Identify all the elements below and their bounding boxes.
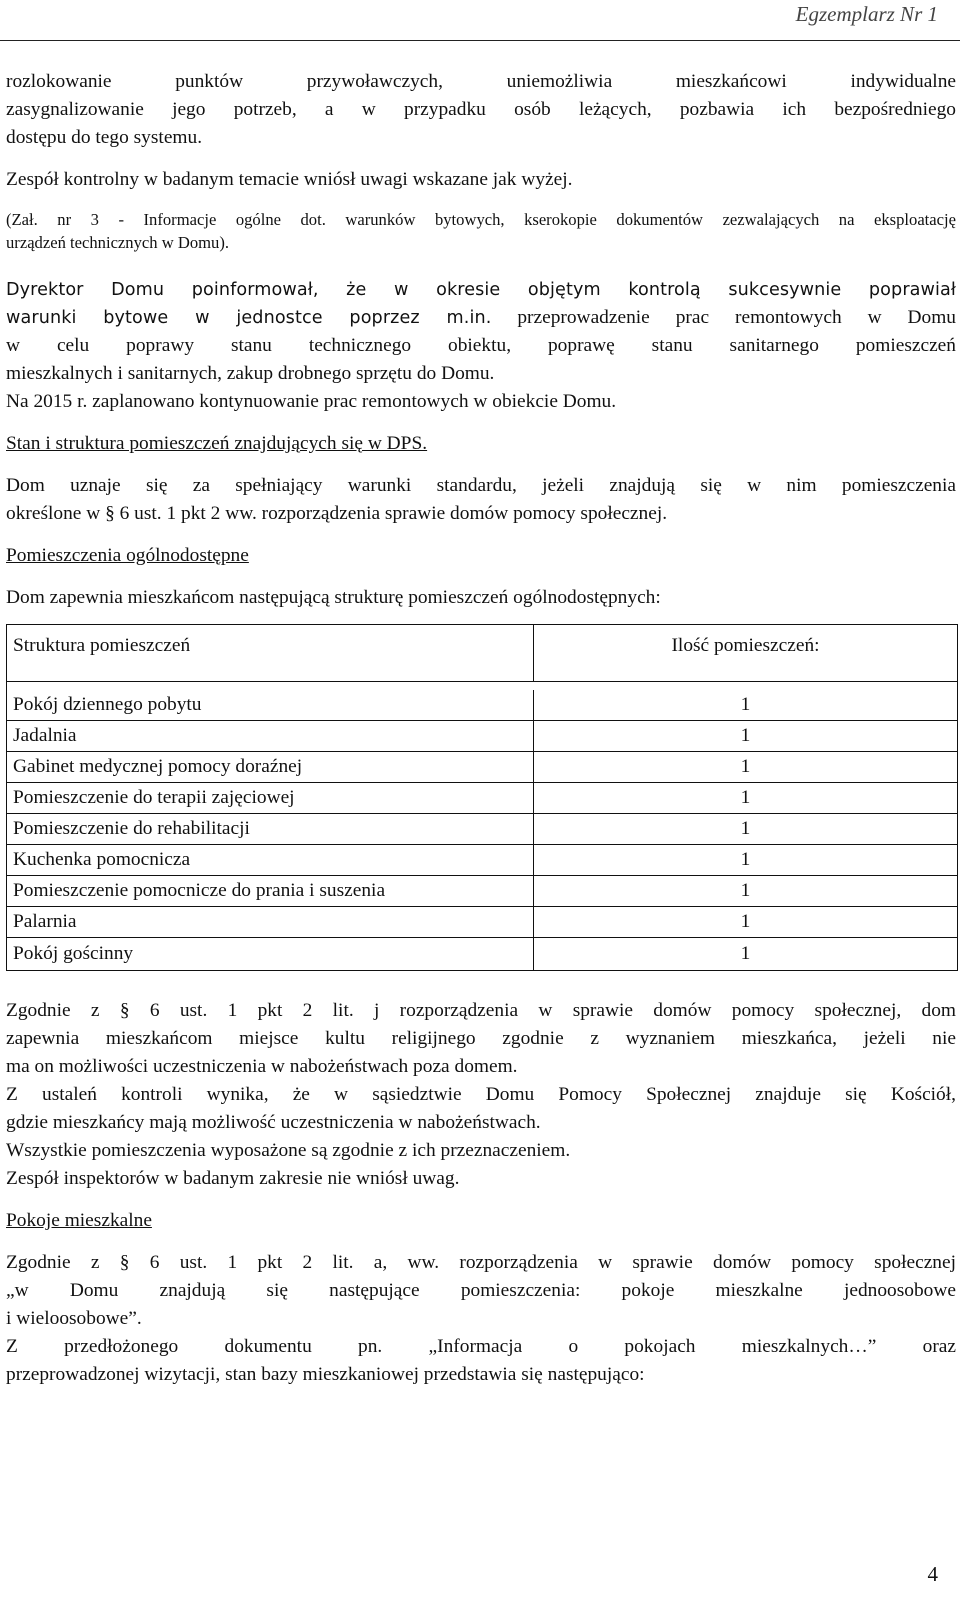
table-row: [7, 720, 957, 751]
room-count: 1: [740, 880, 751, 901]
room-count: 1: [740, 756, 751, 777]
room-count: 1: [740, 787, 751, 808]
paragraph-fragment: przeprowadzenie prac remontowych w Domu: [491, 307, 956, 328]
table-row: [7, 751, 957, 782]
paragraph-line: zapewnia mieszkańcom miejsce kultu religijnego zgodnie z wyznaniem mieszkańca, jeżeli nie: [6, 1028, 956, 1049]
table-header-row: [7, 625, 957, 682]
table-row: [7, 875, 957, 906]
room-name: Pomieszczenie do terapii zajęciowej: [7, 783, 534, 813]
document-body: [6, 68, 956, 1389]
table-header-cell: Struktura pomieszczeń: [7, 625, 534, 681]
paragraph-line: w celu poprawy stanu technicznego obiektu, poprawę stanu sanitarnego pomieszczeń: [6, 335, 956, 356]
table-row: [7, 906, 957, 937]
table-row: [7, 690, 957, 720]
paragraph-line: Wszystkie pomieszczenia wyposażone są zgodnie z ich przeznaczeniem.: [6, 1140, 571, 1161]
paragraph-line: przeprowadzonej wizytacji, stan bazy mieszkaniowej przedstawia się następująco:: [6, 1364, 645, 1385]
table-row: [7, 813, 957, 844]
room-name: Kuchenka pomocnicza: [7, 845, 534, 875]
section-heading: Stan i struktura pomieszczeń znajdujących się w DPS.: [6, 433, 428, 454]
table-row: [7, 937, 957, 970]
room-count: 1: [740, 818, 751, 839]
room-name: Pomieszczenie pomocnicze do prania i suszenia: [7, 876, 534, 906]
room-name: Gabinet medycznej pomocy doraźnej: [7, 752, 534, 782]
room-count: 1: [740, 849, 751, 870]
attachment-note-line: (Zał. nr 3 - Informacje ogólne dot. warunków bytowych, kserokopie dokumentów zezwalających na eksploatację: [6, 210, 956, 229]
paragraph-line: Na 2015 r. zaplanowano kontynuowanie prac remontowych w obiekcie Domu.: [6, 391, 617, 412]
table-header-cell: Ilość pomieszczeń:: [671, 635, 820, 656]
room-name: Pokój gościnny: [7, 938, 534, 970]
table-body: [7, 690, 957, 970]
page-header: Egzemplarz Nr 1: [795, 2, 938, 26]
room-count: 1: [740, 694, 751, 715]
paragraph-line: Dom uznaje się za spełniający warunki standardu, jeżeli znajdują się w nim pomieszczenia: [6, 475, 956, 496]
paragraph-line: ma on możliwości uczestniczenia w nabożeństwach poza domem.: [6, 1056, 518, 1077]
table-row: [7, 782, 957, 813]
paragraph-line: i wieloosobowe”.: [6, 1308, 142, 1329]
paragraph-line: Zgodnie z § 6 ust. 1 pkt 2 lit. a, ww. rozporządzenia w sprawie domów pomocy społecznej: [6, 1252, 956, 1273]
paragraph-line: zasygnalizowanie jego potrzeb, a w przypadku osób leżących, pozbawia ich bezpośredniego: [6, 99, 956, 120]
paragraph: Zespół kontrolny w badanym temacie wniósł uwagi wskazane jak wyżej.: [6, 169, 573, 190]
paragraph-line: Z przedłożonego dokumentu pn. „Informacja o pokojach mieszkalnych…” oraz: [6, 1336, 956, 1357]
paragraph-line: [6, 304, 956, 332]
room-name: Pokój dziennego pobytu: [7, 690, 534, 720]
rooms-table: [6, 624, 958, 971]
room-name: Jadalnia: [7, 721, 534, 751]
section-heading: Pokoje mieszkalne: [6, 1210, 152, 1231]
section-heading: Pomieszczenia ogólnodostępne: [6, 545, 249, 566]
room-count: 1: [740, 725, 751, 746]
paragraph-line: Zgodnie z § 6 ust. 1 pkt 2 lit. j rozporządzenia w sprawie domów pomocy społecznej, dom: [6, 1000, 956, 1021]
paragraph-line: Z ustaleń kontroli wynika, że w sąsiedztwie Domu Pomocy Społecznej znajduje się Kościół,: [6, 1084, 956, 1105]
room-count: 1: [740, 911, 751, 932]
paragraph-line: gdzie mieszkańcy mają możliwość uczestniczenia w nabożeństwach.: [6, 1112, 541, 1133]
room-name: Palarnia: [7, 907, 534, 937]
paragraph: Dom zapewnia mieszkańcom następującą strukturę pomieszczeń ogólnodostępnych:: [6, 587, 661, 608]
paragraph-line: rozlokowanie punktów przywoławczych, uniemożliwia mieszkańcowi indywidualne: [6, 71, 956, 92]
header-rule: [0, 40, 960, 41]
attachment-note-line: urządzeń technicznych w Domu).: [6, 233, 229, 252]
paragraph-line: dostępu do tego systemu.: [6, 127, 203, 148]
paragraph-fragment: warunki bytowe w jednostce poprzez m.in.: [6, 308, 492, 328]
page-number: 4: [927, 1562, 938, 1586]
table-row: [7, 844, 957, 875]
table-spacer: [7, 682, 957, 690]
room-name: Pomieszczenie do rehabilitacji: [7, 814, 534, 844]
paragraph-line: Zespół inspektorów w badanym zakresie nie wniósł uwag.: [6, 1168, 460, 1189]
paragraph-line: „w Domu znajdują się następujące pomieszczenia: pokoje mieszkalne jednoosobowe: [6, 1280, 956, 1301]
paragraph-line: mieszkalnych i sanitarnych, zakup drobnego sprzętu do Domu.: [6, 363, 495, 384]
room-count: 1: [740, 943, 751, 964]
paragraph-line: określone w § 6 ust. 1 pkt 2 ww. rozporządzenia sprawie domów pomocy społecznej.: [6, 503, 668, 524]
paragraph-line: Dyrektor Domu poinformował, że w okresie objętym kontrolą sukcesywnie poprawiał: [6, 280, 956, 300]
